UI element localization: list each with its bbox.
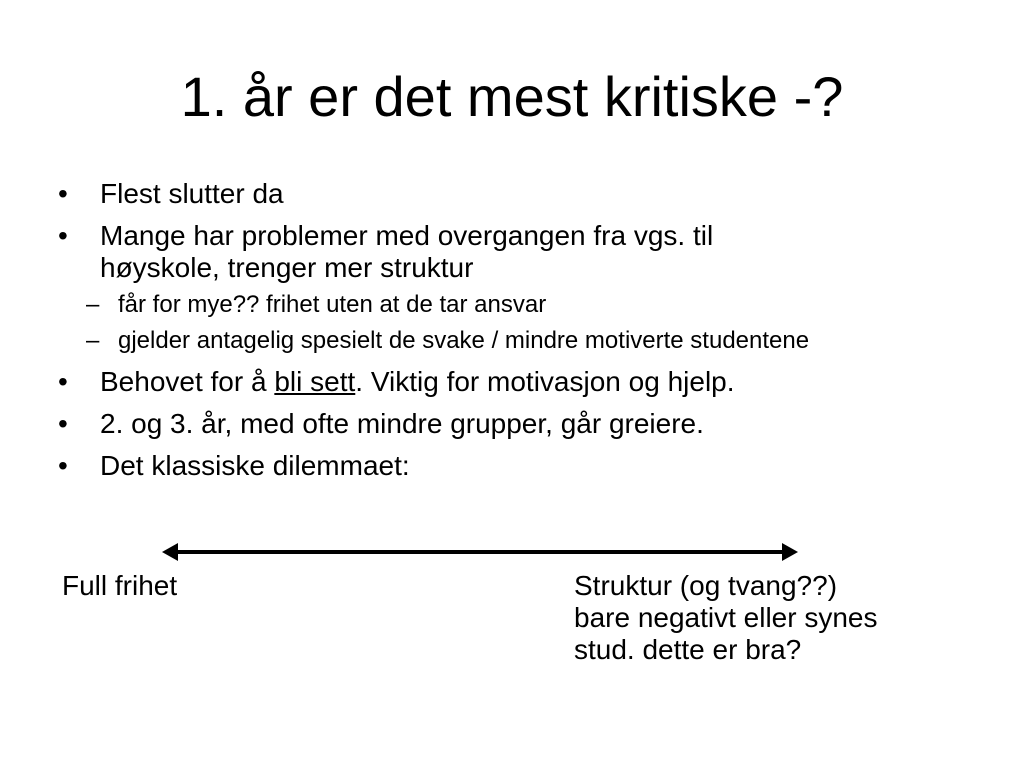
bullet-text: 2. og 3. år, med ofte mindre grupper, går greiere. (100, 408, 704, 439)
sub-bullet-marker: – (86, 291, 100, 318)
scale-right-line-3: stud. dette er bra? (574, 634, 802, 665)
bullet-item (58, 366, 998, 398)
bullet-text: Flest slutter da (100, 178, 284, 209)
bullet-item (58, 220, 998, 356)
sub-bullet-item (72, 326, 998, 356)
bullet-item (58, 408, 998, 440)
bullet-text-suffix: . Viktig for motivasjon og hjelp. (355, 366, 735, 397)
bullet-item (58, 450, 998, 482)
bullet-marker: • (58, 178, 68, 209)
bullet-text-line-1: Mange har problemer med overgangen fra vgs. til (100, 220, 714, 251)
sub-bullet-text: får for mye?? frihet uten at de tar ansvar (118, 291, 547, 318)
bullet-marker: • (58, 450, 68, 481)
sub-bullet-text: gjelder antagelig spesielt de svake / mindre motiverte studentene (118, 327, 810, 354)
bullet-marker: • (58, 408, 68, 439)
bullet-marker: • (58, 220, 68, 251)
sub-bullet-list (86, 290, 998, 356)
bli-sett-link[interactable]: bli sett (274, 366, 356, 397)
bullet-text: Det klassiske dilemmaet: (100, 450, 410, 481)
slide-title: 1. år er det mest kritiske -? (180, 65, 844, 128)
bullet-text-line-2: høyskole, trenger mer struktur (100, 252, 474, 283)
scale-right-line-2: bare negativt eller synes (574, 602, 878, 633)
bullet-item (58, 178, 998, 210)
sub-bullet-item (72, 290, 998, 320)
sub-bullet-marker: – (86, 327, 100, 354)
double-arrow-icon (160, 540, 800, 564)
scale-right-line-1: Struktur (og tvang??) (574, 570, 838, 601)
scale-left-label: Full frihet (62, 570, 178, 601)
bullet-marker: • (58, 366, 68, 397)
scale-right-label (574, 570, 878, 666)
bullet-text-prefix: Behovet for å (100, 366, 275, 397)
bullet-list (58, 178, 998, 492)
